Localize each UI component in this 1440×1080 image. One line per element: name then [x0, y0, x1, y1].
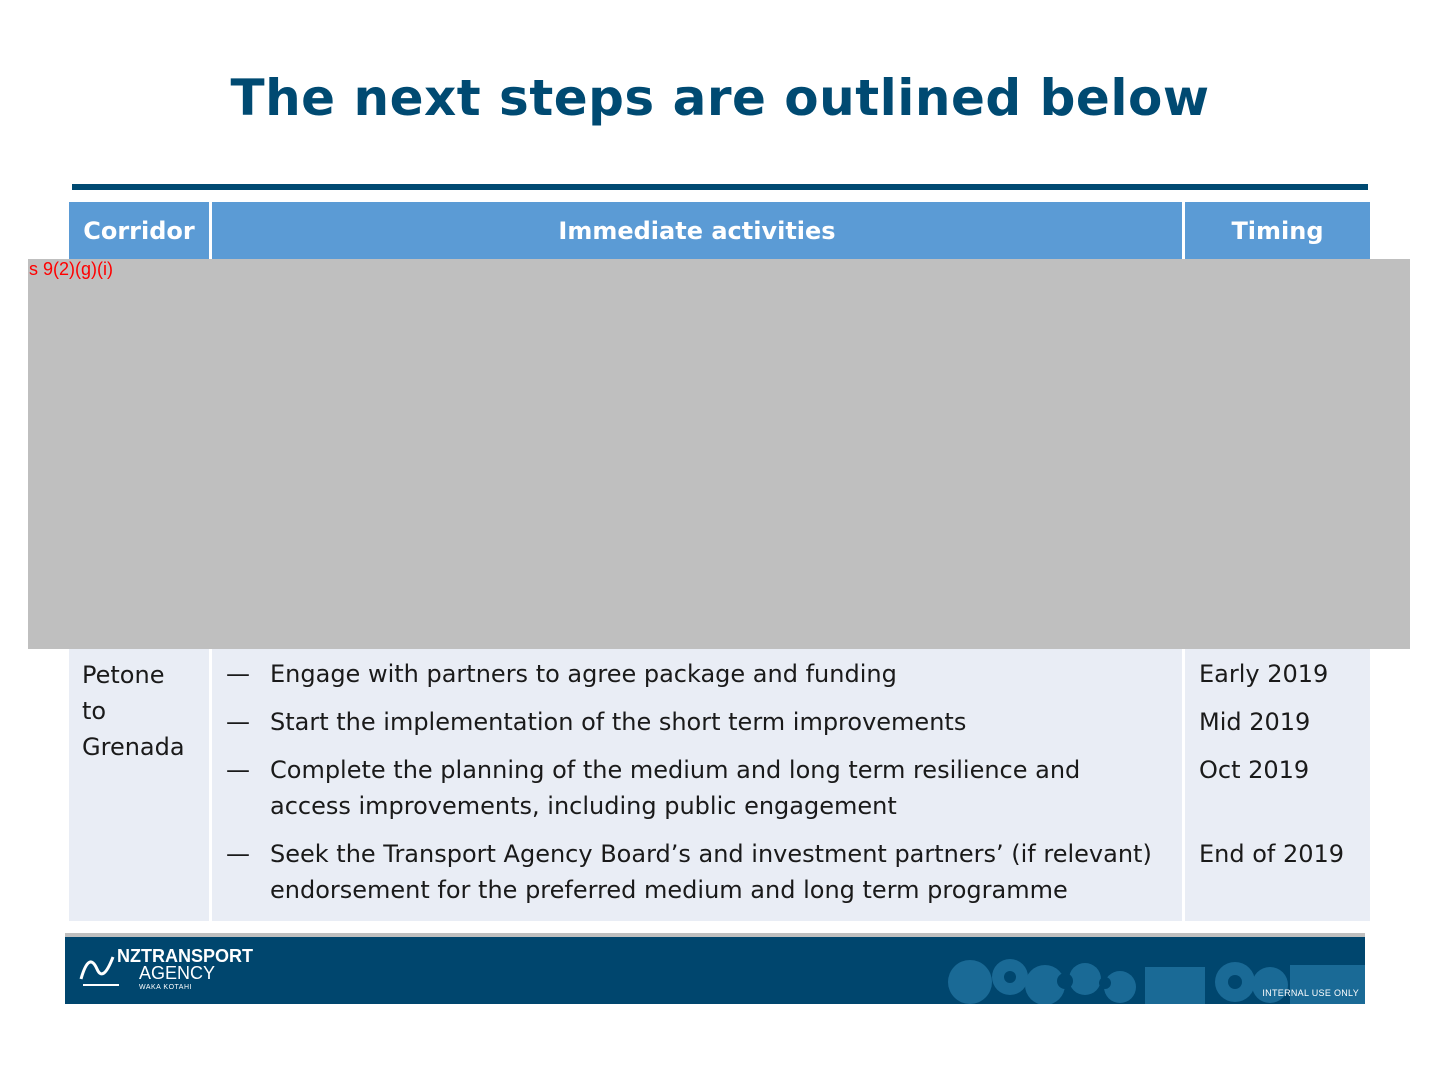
cell-activities — [212, 649, 1182, 921]
classification-label: INTERNAL USE ONLY — [1262, 988, 1359, 998]
corridor-name: Petone to Grenada — [82, 661, 185, 761]
footer-bar — [65, 933, 1365, 1004]
cell-timing — [1185, 649, 1370, 921]
slide-title: The next steps are outlined below — [230, 69, 1210, 127]
timing-value: End of 2019 — [1199, 840, 1345, 868]
timing-value: Oct 2019 — [1199, 756, 1310, 784]
cell-corridor — [69, 649, 209, 921]
bullet-dash: — — [226, 708, 250, 736]
title-divider — [72, 184, 1368, 190]
activity-item — [226, 656, 1166, 692]
bullet-dash: — — [226, 756, 250, 784]
activity-item — [226, 836, 1166, 908]
logo-maori: WAKA KOTAHI — [139, 984, 192, 991]
bullet-dash: — — [226, 840, 250, 868]
header-timing: Timing — [1185, 202, 1370, 259]
redaction-label: s 9(2)(g)(i) — [29, 259, 113, 279]
activity-text: Start the implementation of the short term improvements — [270, 708, 967, 736]
header-corridor: Corridor — [69, 202, 209, 259]
logo-agency: AGENCY — [139, 963, 216, 983]
timing-value: Early 2019 — [1199, 660, 1329, 688]
nzta-logo-text — [117, 947, 253, 991]
bullet-dash: — — [226, 660, 250, 688]
header-activities: Immediate activities — [212, 202, 1182, 259]
activity-text: Seek the Transport Agency Board’s and investment partners’ (if relevant) endorsement for the preferred medium and long term programme — [270, 840, 1152, 904]
activity-text: Complete the planning of the medium and long term resilience and access improvements, including public engagement — [270, 756, 1081, 820]
nzta-logo-icon — [79, 949, 121, 989]
logo-nz: NZ — [117, 946, 141, 966]
activity-text: Engage with partners to agree package and funding — [270, 660, 897, 688]
redaction-block — [28, 259, 1410, 649]
activity-item — [226, 752, 1166, 824]
activity-item — [226, 704, 1166, 740]
timing-value: Mid 2019 — [1199, 708, 1311, 736]
logo-transport: TRANSPORT — [141, 946, 253, 966]
